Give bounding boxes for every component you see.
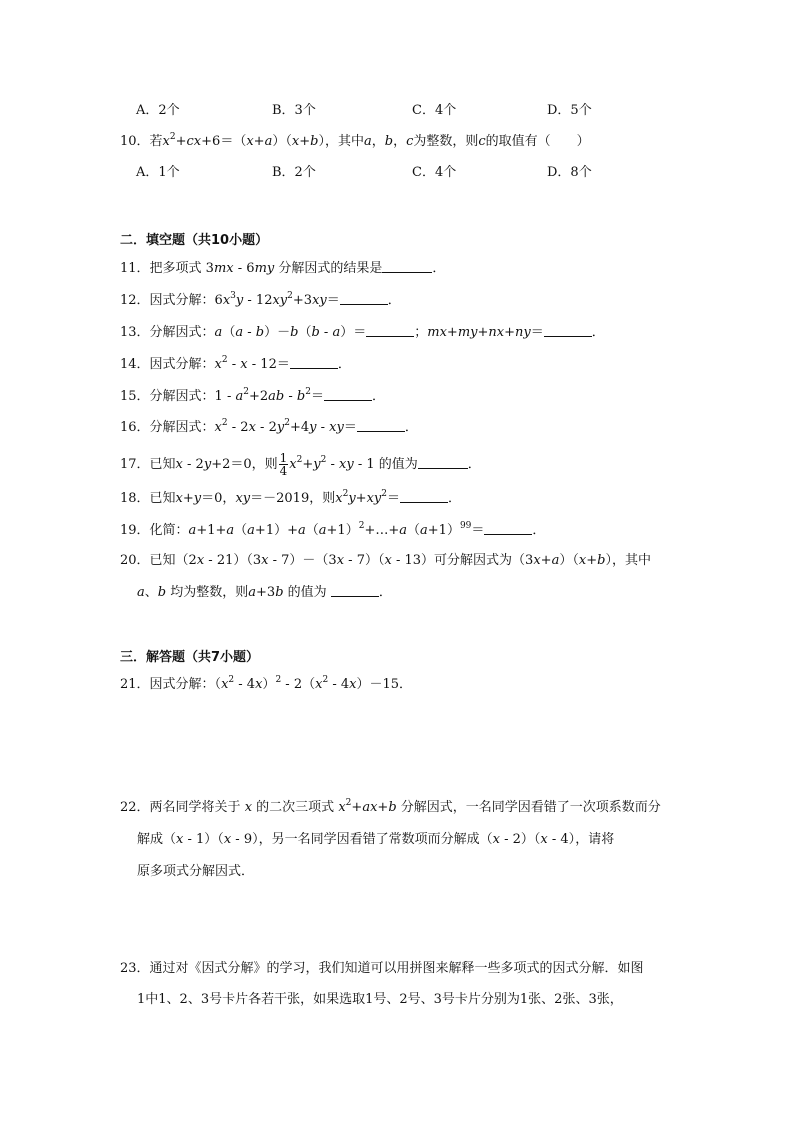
q10-option-b: B．2个 <box>272 165 316 180</box>
question-15: 15．分解因式：$1 - a^2+2ab - b^2=$ ． <box>120 387 385 404</box>
q9-option-b: B．3个 <box>272 103 316 118</box>
question-22-line-2: 解成（x - 1）（x - 9），另一名同学因看错了常数项而分解成（x - 2）（x - 4），请将 <box>137 832 615 847</box>
question-18: 18．已知x+y＝0，xy＝－2019，则$x^2y+xy^2=$ ． <box>120 489 462 506</box>
section-3-title: 三．解答题（共7小题） <box>120 650 260 665</box>
question-12: 12．因式分解：$6x^3y - 12xy^2+3xy=$ ． <box>120 291 401 308</box>
q10-option-c: C．4个 <box>412 165 457 180</box>
question-17: 17．已知x - 2y+2＝0，则 $\frac{1}{4}$ $x^2+y^2$ - xy - 1 的值为 ． <box>120 451 481 478</box>
question-14: 14．因式分解：$x^2 - x - 12=$ ． <box>120 355 351 372</box>
question-20-line-1: 20．已知（2x - 21）（3x - 7）－（3x - 7）（x - 13）可分解因式为（3x+a）（x+b），其中 <box>120 553 651 568</box>
question-22-line-1: 22．两名同学将关于 x 的二次三项式 $x^2+ax+b$ 分解因式，一名同学因看错了一次项系数而分 <box>120 798 661 815</box>
q10-option-d: D．8个 <box>547 165 592 180</box>
question-11: 11．把多项式 3mx - 6my 分解因式的结果是 ． <box>120 261 446 276</box>
question-19: 19．化简：$a+1+a(a+1)+a(a+1)^2+\dots+a(a+1)^{99}=$ ． <box>120 521 546 538</box>
question-23-line-1: 23．通过对《因式分解》的学习，我们知道可以用拼图来解释一些多项式的因式分解．如图 <box>120 961 644 976</box>
fraction-one-quarter: $\frac{1}{4}$ <box>279 451 288 478</box>
question-20-line-2: a、b 均为整数，则a+3b 的值为 ． <box>137 585 392 600</box>
q9-option-c: C．4个 <box>412 103 457 118</box>
question-22-line-3: 原多项式分解因式． <box>137 864 255 879</box>
question-21: 21．因式分解：$(x^2 - 4x)^2 - 2(x^2 - 4x)-15$． <box>120 675 413 692</box>
q10-option-a: A．1个 <box>136 165 180 180</box>
q9-option-d: D．5个 <box>547 103 592 118</box>
question-10: 10．若$x^2+cx+6=(x+a)(x+b)$，其中a，b，c为整数，则c的取值有（ ） <box>120 132 590 149</box>
question-16: 16．分解因式：$x^2 - 2x - 2y^2+4y - xy=$ ． <box>120 418 418 435</box>
q9-option-a: A．2个 <box>136 103 180 118</box>
question-23-line-2: 1中1、2、3号卡片各若干张，如果选取1号、2号、3号卡片分别为1张、2张、3张， <box>137 992 623 1007</box>
question-13: 13．分解因式：a（a - b）－b（b - a）＝ ；mx+my+nx+ny＝ ． <box>120 325 605 340</box>
section-2-title: 二．填空题（共10小题） <box>120 233 269 248</box>
